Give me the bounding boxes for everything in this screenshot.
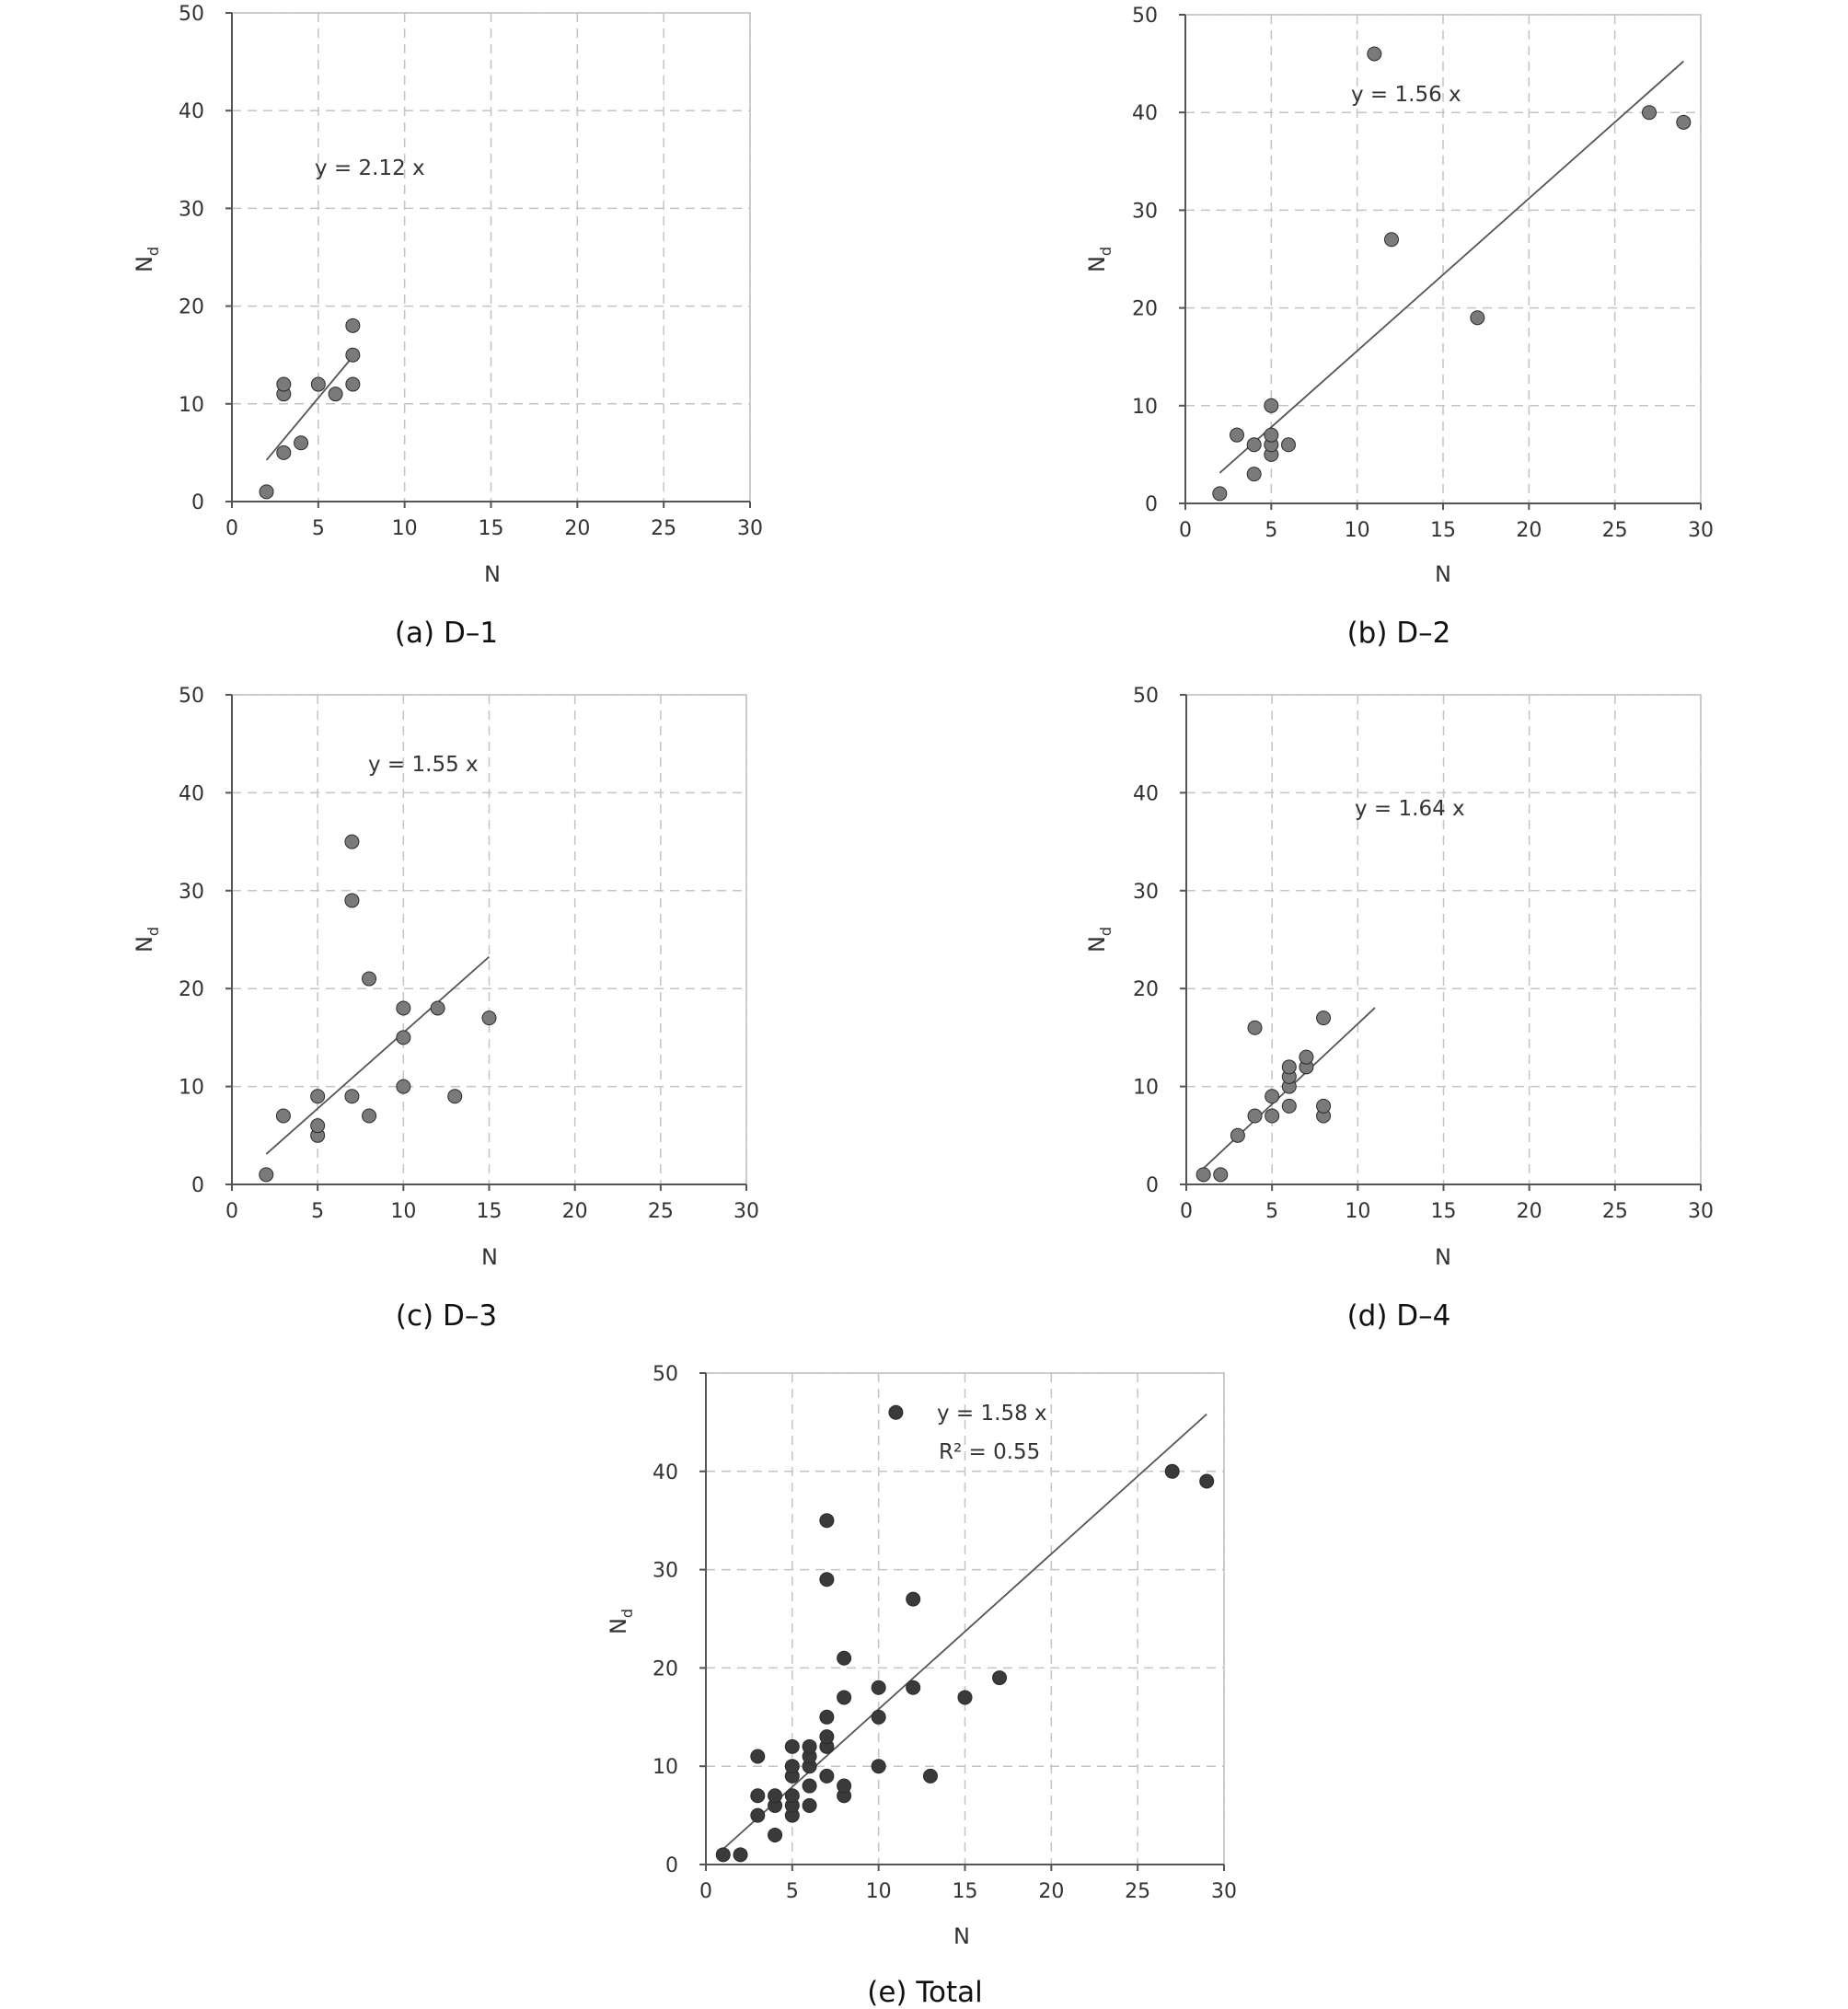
data-point <box>803 1779 816 1793</box>
x-tick-label: 30 <box>1211 1880 1237 1903</box>
panel-caption: (c) D–3 <box>395 1299 498 1333</box>
y-tick-label: 10 <box>653 1756 678 1780</box>
y-tick-label: 20 <box>179 295 204 319</box>
chart-panel-1 <box>132 3 763 650</box>
data-point <box>1265 1109 1279 1123</box>
y-axis-title <box>606 1609 636 1634</box>
data-point <box>363 1109 376 1123</box>
y-axis-title <box>1084 247 1115 272</box>
data-point <box>1282 1060 1296 1074</box>
data-point <box>1299 1050 1313 1064</box>
data-point <box>1368 47 1381 61</box>
y-axis-title <box>132 247 162 272</box>
x-axis-title: N <box>484 561 501 587</box>
x-tick-label: 30 <box>1688 1200 1714 1223</box>
y-tick-label: 30 <box>179 880 204 904</box>
data-point <box>397 1031 410 1045</box>
data-point <box>751 1749 765 1763</box>
data-point <box>1230 428 1244 442</box>
x-tick-label: 5 <box>1265 1200 1279 1223</box>
data-point <box>1248 1109 1262 1123</box>
data-point <box>1230 1128 1244 1142</box>
y-tick-label: 40 <box>1132 102 1158 126</box>
x-tick-label: 30 <box>1688 519 1714 542</box>
y-tick-label: 40 <box>179 782 204 806</box>
y-tick-label: 0 <box>191 491 204 514</box>
data-point <box>820 1573 834 1587</box>
x-tick-label: 20 <box>1038 1880 1065 1903</box>
data-point <box>872 1680 885 1694</box>
trendline <box>266 957 489 1154</box>
x-tick-label: 10 <box>390 1200 417 1223</box>
x-tick-label: 30 <box>733 1200 759 1223</box>
data-point <box>1248 1021 1262 1034</box>
x-tick-label: 0 <box>225 1200 238 1223</box>
x-tick-label: 15 <box>476 1200 502 1223</box>
data-point <box>1265 398 1278 412</box>
y-axis-title-main: N <box>1084 936 1110 953</box>
x-tick-label: 10 <box>391 517 418 540</box>
y-axis-title-main: N <box>132 256 157 273</box>
x-tick-label: 15 <box>1430 1200 1457 1223</box>
data-point <box>482 1011 496 1025</box>
data-point <box>1385 233 1399 247</box>
y-tick-label: 50 <box>1133 685 1159 708</box>
data-point <box>820 1769 834 1783</box>
y-tick-label: 30 <box>1132 200 1158 224</box>
data-point <box>716 1848 730 1862</box>
data-point <box>329 387 342 401</box>
data-point <box>1265 428 1278 442</box>
chart-panel-5 <box>606 1363 1237 2009</box>
data-point <box>768 1789 782 1803</box>
x-tick-label: 25 <box>1601 1200 1628 1223</box>
x-tick-label: 25 <box>1125 1880 1151 1903</box>
x-axis-title: N <box>1435 561 1451 587</box>
y-tick-label: 50 <box>179 685 204 708</box>
data-point <box>345 894 359 907</box>
data-point <box>907 1680 920 1694</box>
data-point <box>820 1730 834 1744</box>
data-point <box>993 1671 1007 1685</box>
data-point <box>803 1739 816 1753</box>
data-point <box>889 1405 903 1419</box>
data-point <box>1317 1099 1331 1113</box>
y-tick-label: 30 <box>653 1559 678 1583</box>
data-point <box>1265 1090 1279 1103</box>
x-tick-label: 0 <box>1180 1200 1193 1223</box>
y-tick-label: 40 <box>1133 782 1159 806</box>
x-tick-label: 30 <box>737 517 763 540</box>
data-point <box>1643 106 1657 120</box>
trendline-equation: y = 1.64 x <box>1355 797 1465 821</box>
x-tick-label: 5 <box>1265 519 1278 542</box>
data-point <box>837 1691 851 1704</box>
data-point <box>1282 1099 1296 1113</box>
data-point <box>1165 1464 1179 1478</box>
data-point <box>311 377 325 391</box>
x-axis-title: N <box>953 1923 970 1949</box>
data-point <box>295 436 308 450</box>
plot-frame <box>232 695 746 1184</box>
y-tick-label: 20 <box>1132 297 1158 321</box>
y-axis-title <box>132 927 162 953</box>
panel-caption: (a) D–1 <box>394 617 499 650</box>
trendline <box>1219 62 1683 473</box>
data-point <box>311 1090 325 1103</box>
y-tick-label: 30 <box>1133 880 1159 904</box>
x-tick-label: 20 <box>561 1200 588 1223</box>
y-tick-label: 0 <box>191 1174 204 1197</box>
trendline-equation: y = 1.55 x <box>368 753 479 777</box>
x-tick-label: 0 <box>1179 519 1192 542</box>
x-tick-label: 10 <box>865 1880 892 1903</box>
data-point <box>346 348 360 362</box>
data-point <box>837 1651 851 1665</box>
data-point <box>872 1710 885 1724</box>
x-tick-label: 25 <box>651 517 677 540</box>
x-axis-title: N <box>1435 1244 1451 1270</box>
data-point <box>1471 311 1484 325</box>
x-tick-label: 15 <box>1430 519 1456 542</box>
y-axis-title <box>1084 927 1115 953</box>
trendline-equation: y = 2.12 x <box>315 156 425 180</box>
r-squared-label: R² = 0.55 <box>939 1440 1041 1464</box>
data-point <box>923 1769 937 1783</box>
data-point <box>872 1760 885 1773</box>
x-tick-label: 0 <box>225 517 238 540</box>
y-axis-title-main: N <box>132 936 157 953</box>
data-point <box>277 377 291 391</box>
plot-frame <box>1186 695 1701 1184</box>
chart-panel-3 <box>132 685 759 1333</box>
data-point <box>448 1090 462 1103</box>
data-point <box>751 1789 765 1803</box>
y-axis-title-subscript: d <box>1097 926 1115 937</box>
data-point <box>260 1168 273 1182</box>
y-tick-label: 10 <box>1132 395 1158 419</box>
y-tick-label: 30 <box>179 198 204 222</box>
y-tick-label: 10 <box>179 1076 204 1100</box>
data-point <box>397 1001 410 1015</box>
data-point <box>1317 1011 1331 1025</box>
y-tick-label: 20 <box>179 978 204 1002</box>
x-tick-label: 15 <box>478 517 504 540</box>
data-point <box>1214 1168 1228 1182</box>
y-tick-label: 20 <box>1133 978 1159 1002</box>
y-tick-label: 0 <box>665 1854 678 1877</box>
data-point <box>1213 487 1227 501</box>
y-axis-title-main: N <box>1084 256 1110 273</box>
x-tick-label: 10 <box>1344 519 1370 542</box>
y-axis-title-subscript: d <box>144 246 162 257</box>
x-tick-label: 25 <box>1601 519 1628 542</box>
trendline <box>267 356 353 460</box>
data-point <box>346 377 360 391</box>
x-tick-label: 5 <box>785 1880 799 1903</box>
y-tick-label: 10 <box>179 393 204 417</box>
data-point <box>1247 438 1261 452</box>
x-axis-title: N <box>481 1244 498 1270</box>
panel-caption: (e) Total <box>867 1976 983 2009</box>
data-point <box>311 1119 325 1133</box>
y-tick-label: 10 <box>1133 1076 1159 1100</box>
y-axis-title-subscript: d <box>144 926 162 937</box>
y-tick-label: 20 <box>653 1657 678 1681</box>
data-point <box>733 1848 747 1862</box>
data-point <box>1200 1474 1214 1488</box>
data-point <box>751 1808 765 1822</box>
data-point <box>346 318 360 332</box>
x-tick-label: 10 <box>1345 1200 1371 1223</box>
data-point <box>820 1514 834 1528</box>
data-point <box>277 445 291 459</box>
y-axis-title-main: N <box>606 1618 631 1635</box>
data-point <box>785 1789 799 1803</box>
y-axis-title-subscript: d <box>618 1608 636 1619</box>
data-point <box>837 1779 851 1793</box>
y-tick-label: 40 <box>179 100 204 124</box>
y-tick-label: 40 <box>653 1461 678 1484</box>
x-tick-label: 20 <box>564 517 591 540</box>
data-point <box>431 1001 445 1015</box>
data-point <box>260 485 273 499</box>
data-point <box>1247 468 1261 481</box>
trendline-equation: y = 1.56 x <box>1351 83 1461 107</box>
data-point <box>1282 438 1296 452</box>
data-point <box>768 1828 782 1842</box>
data-point <box>785 1760 799 1773</box>
panel-caption: (b) D–2 <box>1346 617 1451 650</box>
data-point <box>345 835 359 849</box>
data-point <box>1677 115 1691 129</box>
data-point <box>1196 1168 1210 1182</box>
x-tick-label: 15 <box>952 1880 978 1903</box>
y-axis-title-subscript: d <box>1097 246 1115 257</box>
trendline-equation: y = 1.58 x <box>937 1402 1047 1426</box>
chart-panel-2 <box>1084 5 1714 650</box>
y-tick-label: 50 <box>1132 5 1158 28</box>
data-point <box>345 1090 359 1103</box>
data-point <box>785 1739 799 1753</box>
data-point <box>958 1691 972 1704</box>
data-point <box>276 1109 290 1123</box>
y-tick-label: 0 <box>1146 1174 1159 1197</box>
x-tick-label: 5 <box>311 517 325 540</box>
data-point <box>907 1592 920 1606</box>
x-tick-label: 5 <box>311 1200 325 1223</box>
y-tick-label: 50 <box>653 1363 678 1386</box>
data-point <box>363 972 376 986</box>
y-tick-label: 50 <box>179 3 204 26</box>
y-tick-label: 0 <box>1145 493 1158 516</box>
panel-caption: (d) D–4 <box>1346 1299 1451 1333</box>
data-point <box>397 1080 410 1093</box>
data-point <box>820 1710 834 1724</box>
data-point <box>803 1798 816 1812</box>
chart-panel-4 <box>1084 685 1714 1333</box>
x-tick-label: 0 <box>699 1880 712 1903</box>
x-tick-label: 25 <box>647 1200 674 1223</box>
x-tick-label: 20 <box>1516 519 1542 542</box>
x-tick-label: 20 <box>1516 1200 1542 1223</box>
